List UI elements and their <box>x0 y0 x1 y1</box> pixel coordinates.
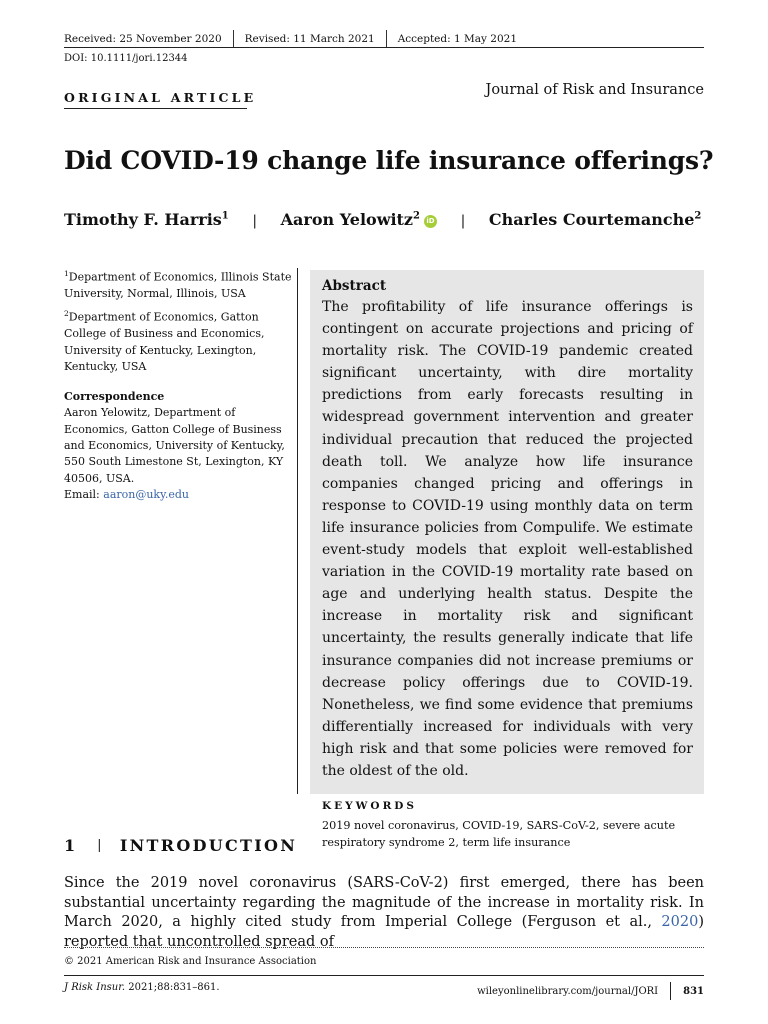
journal-abbrev: J Risk Insur. <box>64 982 126 993</box>
journal-url[interactable]: wileyonlinelibrary.com/journal/JORI <box>477 985 659 997</box>
author-separator: | <box>460 213 466 229</box>
footer-right <box>477 982 704 1000</box>
journal-name: Journal of Risk and Insurance <box>485 82 704 98</box>
citation-details: 2021;88:831–861. <box>125 982 220 993</box>
abstract-text: The profitability of life insurance offerings is contingent on accurate projections and pricing of mortality risk. The COVID-19 pandemic created significant uncertainty, with dire mortality predictions from early forecasts resulting in widespread government intervention and greater individual precaution that reduced the projected death toll. We analyze how life insurance companies changed pricing and offerings in response to COVID-19 using monthly data on term life insurance policies from Compulife. We estimate event-study models that exploit well-established variation in the COVID-19 mortality rate based on age and underlying health status. Despite the increase in mortality risk and significant uncertainty, the results generally indicate that life insurance companies did not increase premiums or decrease policy offerings due to COVID-19. Nonetheless, we find some evidence that premiums differentially increased for individuals with very high risk and that some policies were removed for the oldest of the old. <box>322 299 693 779</box>
affiliation <box>64 306 294 375</box>
affiliation-mark: 1 <box>64 269 69 278</box>
author-name[interactable]: Timothy F. Harris <box>64 210 222 229</box>
correspondence-text: Aaron Yelowitz, Department of Economics, Gatton College of Business and Economics, University of Kentucky, 550 South Limestone St, Lexington, KY 40506, USA. <box>64 406 285 485</box>
correspondence-email-line <box>64 487 294 503</box>
footnote-divider <box>64 947 704 948</box>
intro-text-part: ) reported that uncontrolled spread of <box>64 914 704 950</box>
header-rule <box>64 47 704 48</box>
author-affiliation-mark: 2 <box>413 210 420 222</box>
history-divider <box>233 30 234 48</box>
affiliation-mark: 2 <box>64 309 69 319</box>
email-label: Email: <box>64 487 104 501</box>
revised-date: Revised: 11 March 2021 <box>244 33 375 45</box>
section-title: INTRODUCTION <box>119 836 298 855</box>
abstract-heading: Abstract <box>322 278 387 294</box>
footer-citation <box>64 982 220 993</box>
author-list <box>64 210 701 229</box>
author-name[interactable]: Charles Courtemanche <box>488 210 695 229</box>
column-divider <box>297 268 298 794</box>
abstract-content <box>322 278 693 851</box>
article-history <box>64 30 517 48</box>
email-link[interactable]: aaron@uky.edu <box>103 487 189 501</box>
author-affiliation-mark: 2 <box>694 210 702 222</box>
keywords-heading: KEYWORDS <box>322 800 417 813</box>
affiliation-text: Department of Economics, Gatton College of Business and Economics, University of Kentucky, Lexington, Kentucky, USA <box>64 310 265 373</box>
footer-divider <box>670 982 671 1000</box>
copyright-notice: © 2021 American Risk and Insurance Association <box>64 956 317 967</box>
author-affiliation-mark: 1 <box>221 210 229 222</box>
article-type: ORIGINAL ARTICLE <box>64 90 257 105</box>
article-title: Did COVID-19 change life insurance offerings? <box>64 146 714 175</box>
doi[interactable]: DOI: 10.1111/jori.12344 <box>64 53 188 64</box>
affiliation <box>64 266 294 302</box>
section-separator: | <box>97 838 104 853</box>
keywords-text: 2019 novel coronavirus, COVID-19, SARS-CoV-2, severe acute respiratory syndrome 2, term life insurance <box>322 819 676 849</box>
section-number: 1 <box>64 836 76 855</box>
orcid-icon[interactable]: iD <box>424 215 437 228</box>
affiliation-text: Department of Economics, Illinois State University, Normal, Illinois, USA <box>64 270 292 300</box>
author-separator: | <box>252 213 258 229</box>
section-heading <box>64 836 297 855</box>
correspondence-heading: Correspondence <box>64 390 165 404</box>
page-number: 831 <box>683 985 704 997</box>
intro-text-part: Since the 2019 novel coronavirus (SARS-CoV-2) first emerged, there has been substantial uncertainty regarding the magnitude of the increase in mortality risk. In March 2020, a highly cited study from Imperial College (Ferguson et al., <box>64 875 704 931</box>
history-divider <box>386 30 387 48</box>
footer-rule <box>64 975 704 976</box>
affiliations-column <box>64 266 294 503</box>
article-type-underline <box>64 108 247 109</box>
author-name[interactable]: Aaron Yelowitz <box>280 210 414 229</box>
accepted-date: Accepted: 1 May 2021 <box>397 33 518 45</box>
received-date: Received: 25 November 2020 <box>64 33 222 45</box>
introduction-text <box>64 874 704 952</box>
citation-link[interactable]: 2020 <box>661 914 699 931</box>
